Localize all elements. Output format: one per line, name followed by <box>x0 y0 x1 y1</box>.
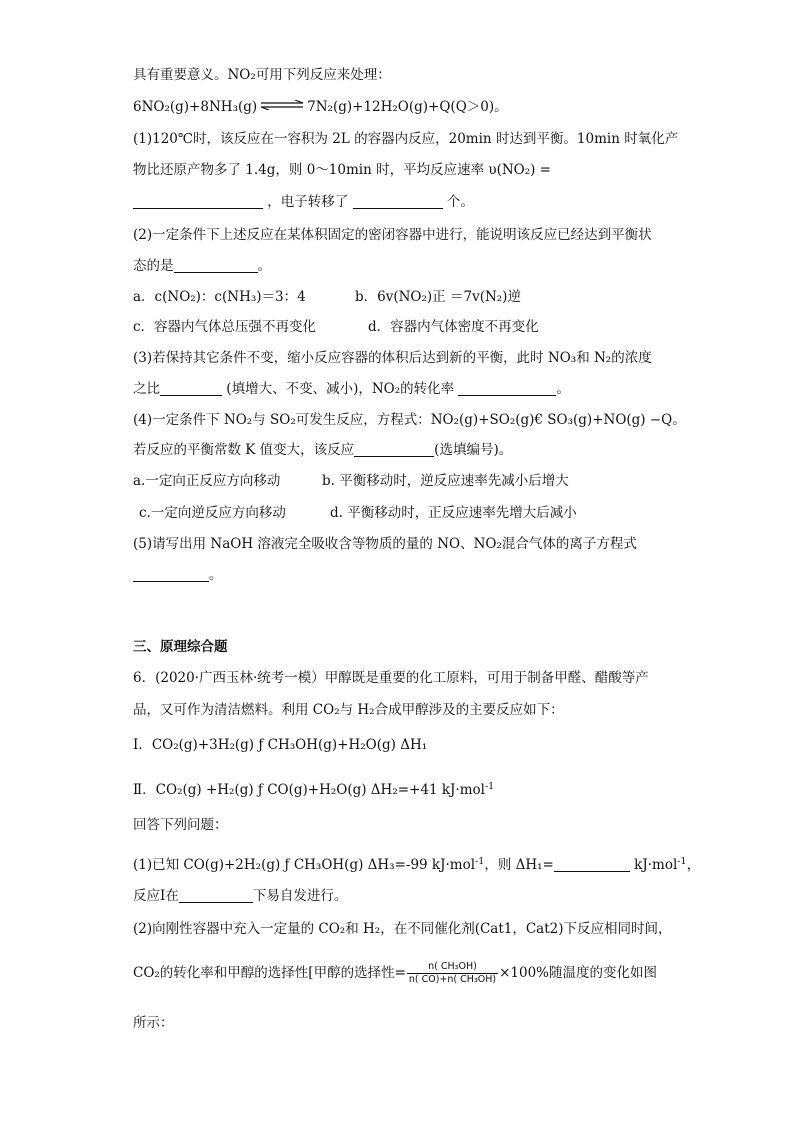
equation-line: 6NO₂(g)+8NH₃(g) 7N₂(g)+12H₂O(g)+Q(Q＞0)。 <box>133 99 508 115</box>
question-line: 6．(2020·广西玉林·统考一模）甲醇既是重要的化工原料，可用于制备甲醛、醋酸等产 <box>133 670 649 686</box>
text-line: 物比还原产物多了 1.4g，则 0～10min 时，平均反应速率 υ(NO₂) = <box>133 162 551 178</box>
text-line: (2)向刚性容器中充入一定量的 CO₂和 H₂，在不同催化剂(Cat1，Cat2)下反应相同时间， <box>133 921 672 937</box>
answer-blank[interactable] <box>179 888 253 903</box>
text-line: 。 <box>133 566 223 584</box>
text-line: 具有重要意义。NO₂可用下列反应来处理： <box>133 67 391 83</box>
text-line: (1)已知 CO(g)+2H₂(g) ƒ CH₃OH(g) ΔH₃=-99 kJ·mol$^{-1}$，则 ΔH₁= kJ·mol$^{-1}$， <box>133 856 701 873</box>
option-line: d. 平衡移动时，正反应速率先增大后减小 <box>330 505 577 521</box>
text-line: (2)一定条件下上述反应在某体积固定的密闭容器中进行，能说明该反应已经达到平衡状 <box>133 227 652 243</box>
answer-blank[interactable] <box>458 381 556 396</box>
text-line: (3)若保持其它条件不变，缩小反应容器的体积后达到新的平衡，此时 NO₃和 N₂的浓度 <box>133 350 652 366</box>
selectivity-fraction: $\frac{\text{n( CH₃OH)}}{\text{n( CO)+n( CH₃OH)}}$ <box>408 961 497 985</box>
answer-blank[interactable] <box>354 442 434 457</box>
option-line: a.一定向正反应方向移动 <box>133 473 281 489</box>
answer-blank[interactable] <box>160 381 222 396</box>
answer-blank[interactable] <box>133 194 263 209</box>
text-line: 品，又可作为清洁燃料。利用 CO₂与 H₂合成甲醇涉及的主要反应如下： <box>133 702 564 718</box>
option-line: c．容器内气体总压强不再变化 <box>133 319 317 335</box>
answer-blank[interactable] <box>133 567 209 582</box>
option-line: c.一定向逆反应方向移动 <box>139 505 286 521</box>
text-line: (4)一定条件下 NO₂与 SO₂可发生反应，方程式：NO₂(g)+SO₂(g)€ SO₃(g)+NO(g) −Q。 <box>133 412 686 428</box>
answer-blank[interactable] <box>353 194 443 209</box>
option-line: a．c(NO₂)：c(NH₃)＝3：4 <box>133 289 306 305</box>
option-line: b．6v(NO₂)正 ＝7v(N₂)逆 <box>355 289 521 305</box>
text-line: 反应Ⅰ在 下易自发进行。 <box>133 888 348 904</box>
text-line: 所示： <box>133 1015 174 1031</box>
text-line: 之比 (填增大、不变、减小)，NO₂的转化率 。 <box>133 381 570 397</box>
text-line: ，电子转移了 个。 <box>133 193 474 211</box>
text-line: 若反应的平衡常数 K 值变大，该反应 (选填编号)。 <box>133 442 513 458</box>
answer-blank[interactable] <box>174 258 258 273</box>
equilibrium-arrow-icon <box>259 100 305 110</box>
answer-blank[interactable] <box>554 857 630 872</box>
option-line: d．容器内气体密度不再变化 <box>368 319 539 335</box>
text-line: CO₂的转化率和甲醇的选择性[甲醇的选择性= $\frac{\text{n( CH₃OH)}}{\text{n( CO)+n( CH₃OH)}}$ ×100%随温度的变化如图 <box>133 961 657 985</box>
equation-line: Ⅰ．CO₂(g)+3H₂(g) ƒ CH₃OH(g)+H₂O(g) ΔH₁ <box>133 737 428 753</box>
equation-line: Ⅱ．CO₂(g) +H₂(g) ƒ CO(g)+H₂O(g) ΔH₂=+41 kJ·mol$^{-1}$ <box>133 781 495 798</box>
text-line: (1)120℃时，该反应在一容积为 2L 的容器内反应，20min 时达到平衡。10min 时氧化产 <box>133 131 679 147</box>
text-line: 态的是 。 <box>133 258 271 274</box>
section-heading: 三、原理综合题 <box>133 639 228 655</box>
option-line: b. 平衡移动时，逆反应速率先减小后增大 <box>322 473 569 489</box>
text-line: 回答下列问题： <box>133 817 228 833</box>
text-line: (5)请写出用 NaOH 溶液完全吸收含等物质的量的 NO、NO₂混合气体的离子方程式 <box>133 536 637 552</box>
